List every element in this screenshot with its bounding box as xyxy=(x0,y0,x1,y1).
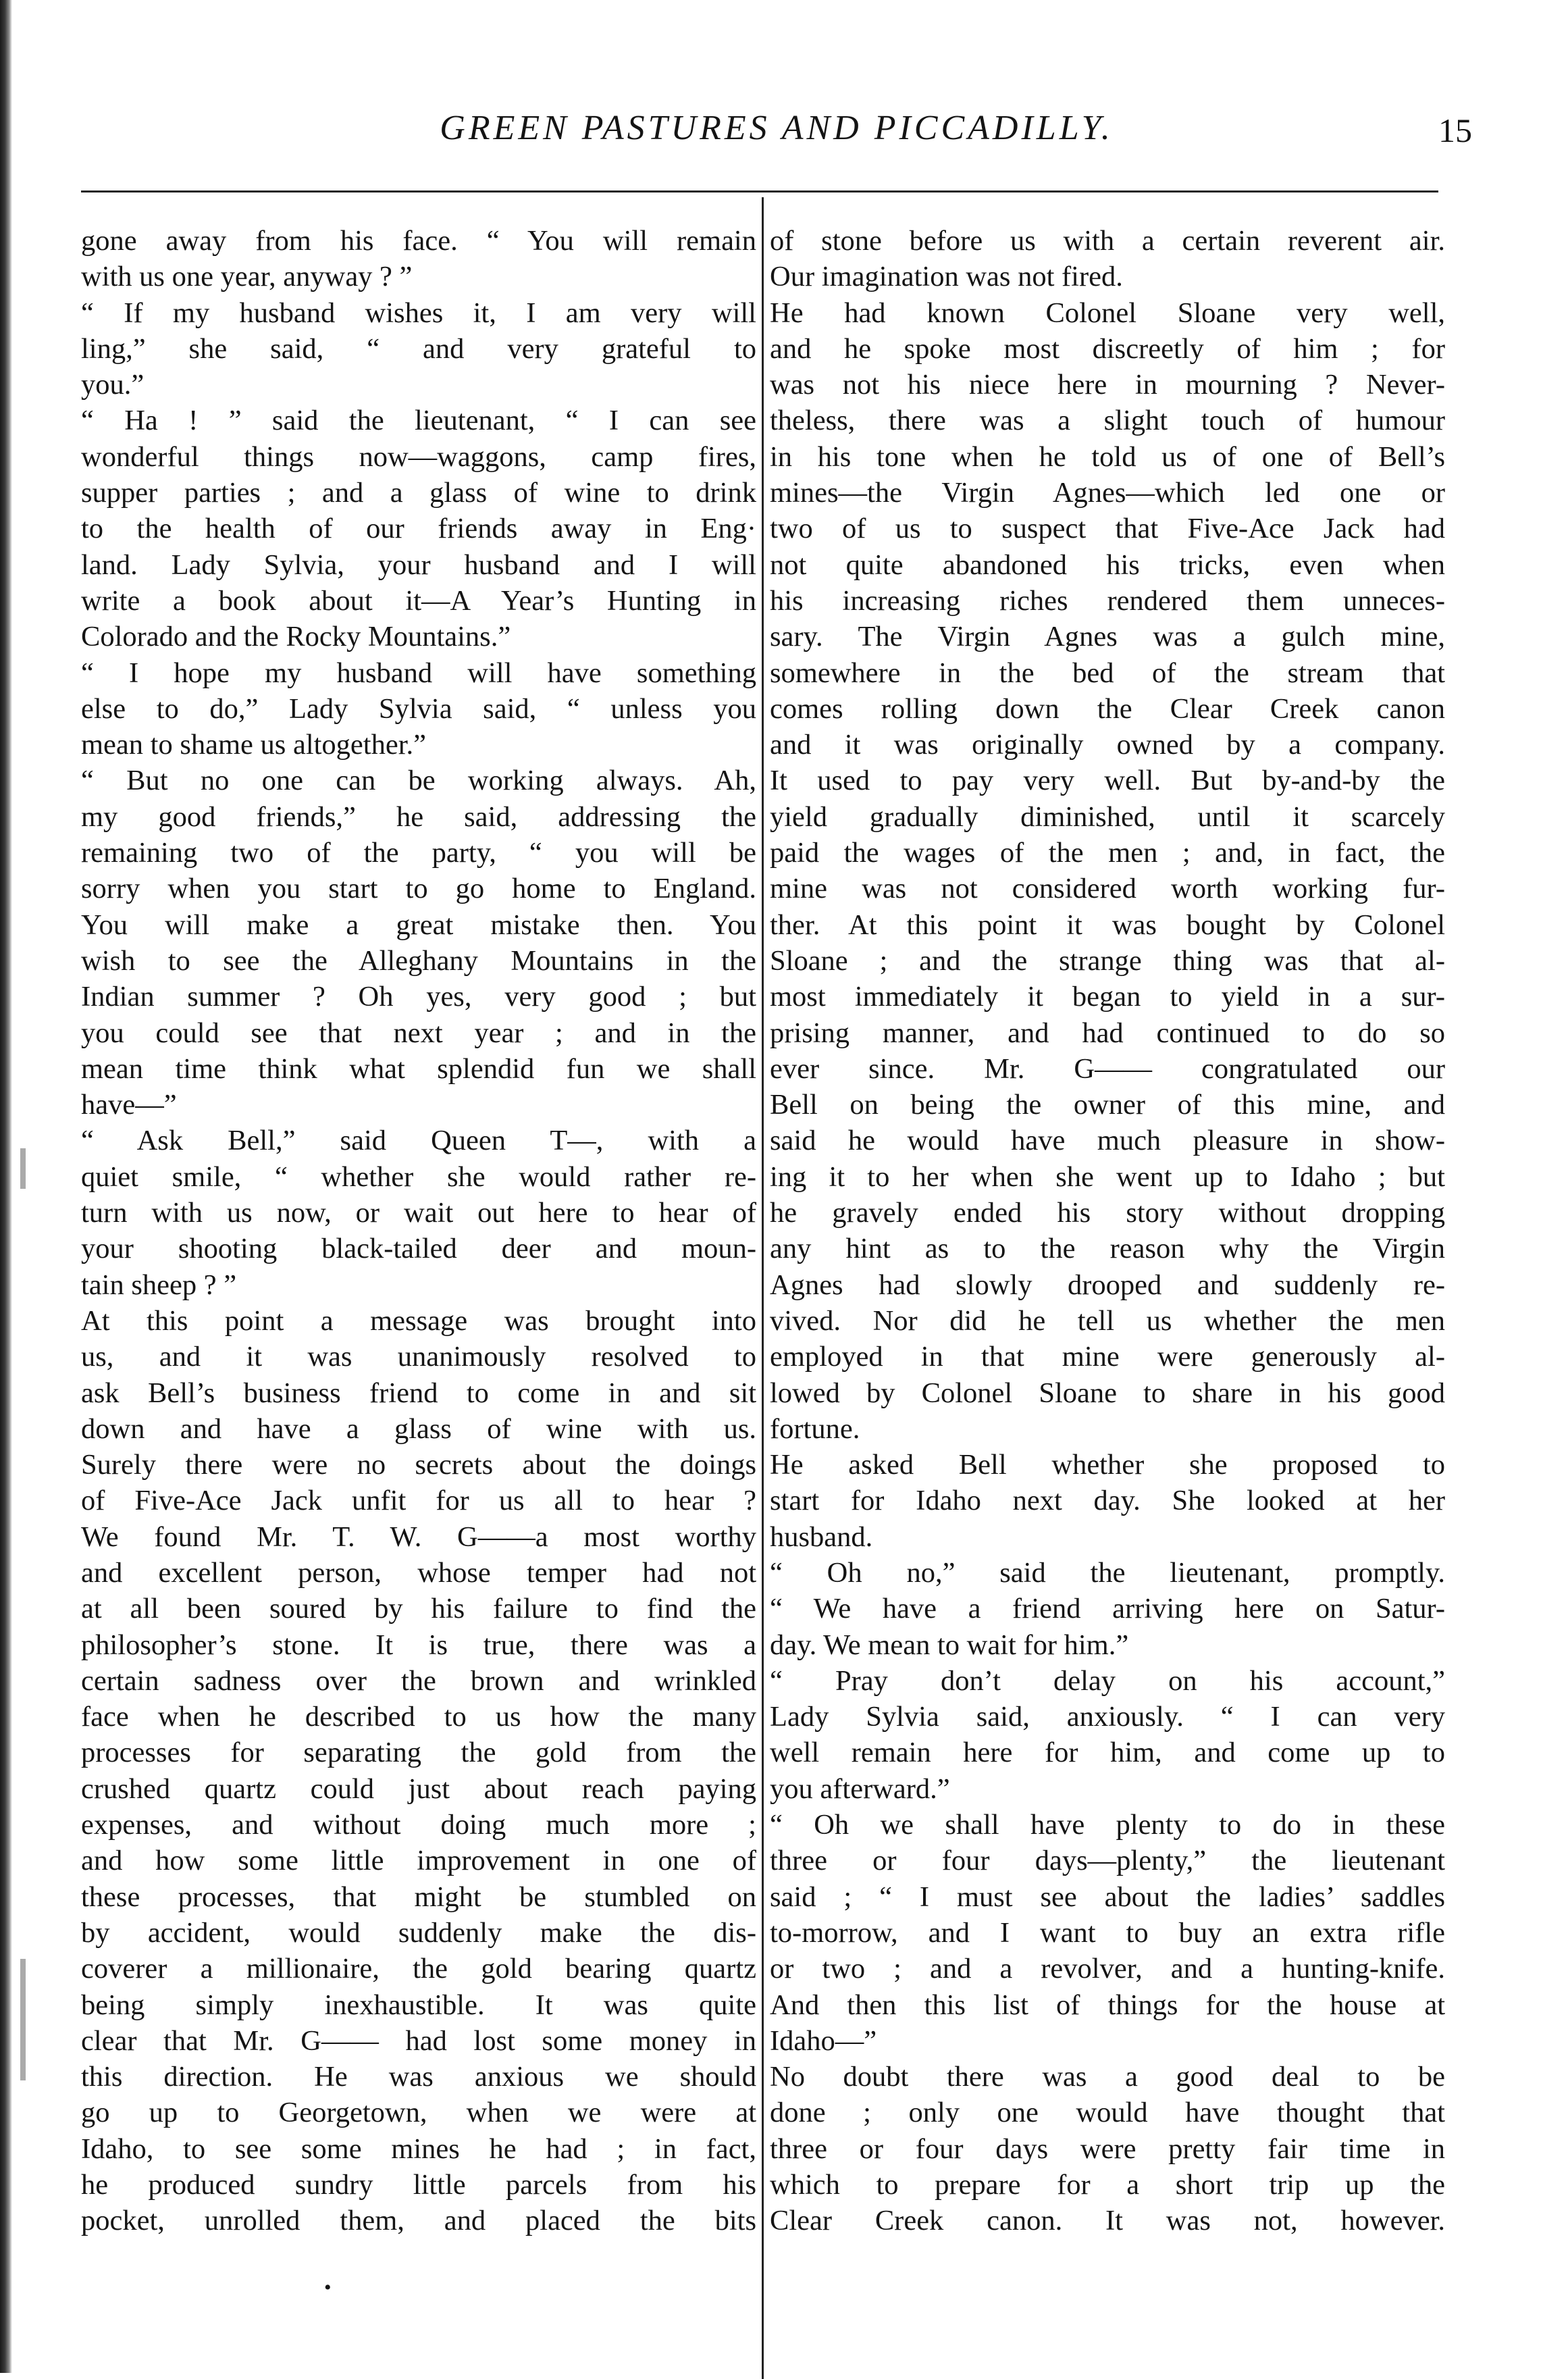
text-line: being simply inexhaustible. It was quite xyxy=(81,1989,756,2021)
text-line: said he would have much pleasure in show- xyxy=(770,1125,1445,1157)
text-line: he gravely ended his story without dropping xyxy=(770,1197,1445,1229)
text-line: to-morrow, and I want to buy an extra rifle xyxy=(770,1916,1445,1949)
right-text-column xyxy=(770,223,1445,2239)
text-line: two of us to suspect that Five-Ace Jack had xyxy=(770,513,1445,545)
text-line: Idaho—” xyxy=(770,2024,877,2057)
text-line: somewhere in the bed of the stream that xyxy=(770,657,1445,689)
text-line: to the health of our friends away in Eng· xyxy=(81,513,756,545)
text-line: and excellent person, whose temper had not xyxy=(81,1556,756,1589)
text-line: prising manner, and had continued to do so xyxy=(770,1017,1445,1049)
text-line: go up to Georgetown, when we were at xyxy=(81,2097,756,2129)
text-line: ther. At this point it was bought by Colonel xyxy=(770,909,1445,941)
text-line: any hint as to the reason why the Virgin xyxy=(770,1233,1445,1265)
text-line: paid the wages of the men ; and, in fact, the xyxy=(770,837,1445,869)
text-line: mines—the Virgin Agnes—which led one or xyxy=(770,477,1445,509)
scan-speck xyxy=(20,1148,26,1189)
text-line: “ We have a friend arriving here on Satur- xyxy=(770,1593,1445,1625)
text-line: He had known Colonel Sloane very well, xyxy=(770,297,1445,329)
text-line: write a book about it—A Year’s Hunting in xyxy=(81,584,756,617)
text-line: with us one year, anyway ? ” xyxy=(81,261,413,293)
text-line: ling,” she said, “ and very grateful to xyxy=(81,332,756,365)
text-line: “ Oh no,” said the lieutenant, promptly. xyxy=(770,1556,1445,1589)
text-line: start for Idaho next day. She looked at her xyxy=(770,1485,1445,1517)
text-line: vived. Nor did he tell us whether the men xyxy=(770,1304,1445,1337)
text-line: of Five-Ace Jack unfit for us all to hear ? xyxy=(81,1485,756,1517)
text-line: ask Bell’s business friend to come in and sit xyxy=(81,1377,756,1409)
text-line: No doubt there was a good deal to be xyxy=(770,2061,1445,2093)
text-line: gone away from his face. “ You will remain xyxy=(81,225,756,257)
text-line: coverer a millionaire, the gold bearing quartz xyxy=(81,1953,756,1985)
text-line: face when he described to us how the many xyxy=(81,1701,756,1733)
text-line: sary. The Virgin Agnes was a gulch mine, xyxy=(770,621,1445,653)
text-line: these processes, that might be stumbled on xyxy=(81,1881,756,1913)
text-line: “ If my husband wishes it, I am very will xyxy=(81,297,756,329)
text-line: “ Pray don’t delay on his account,” xyxy=(770,1664,1445,1697)
text-line: remaining two of the party, “ you will be xyxy=(81,837,756,869)
text-line: “ But no one can be working always. Ah, xyxy=(81,765,756,797)
text-line: which to prepare for a short trip up the xyxy=(770,2169,1445,2201)
text-line: us, and it was unanimously resolved to xyxy=(81,1341,756,1373)
text-line: philosopher’s stone. It is true, there was a xyxy=(81,1629,756,1661)
text-line: employed in that mine were generously al- xyxy=(770,1341,1445,1373)
header-rule xyxy=(81,190,1438,193)
text-line: Clear Creek canon. It was not, however. xyxy=(770,2205,1445,2237)
text-line: and it was originally owned by a company. xyxy=(770,729,1445,761)
text-line: ever since. Mr. G—— congratulated our xyxy=(770,1052,1445,1085)
text-line: turn with us now, or wait out here to hear of xyxy=(81,1197,756,1229)
text-line: At this point a message was brought into xyxy=(81,1304,756,1337)
text-line: and he spoke most discreetly of him ; for xyxy=(770,332,1445,365)
footer-mark: • xyxy=(324,2276,332,2299)
text-line: supper parties ; and a glass of wine to drink xyxy=(81,477,756,509)
text-line: mean to shame us altogether.” xyxy=(81,729,427,761)
text-line: three or four days—plenty,” the lieutenant xyxy=(770,1845,1445,1877)
text-line: land. Lady Sylvia, your husband and I will xyxy=(81,548,756,581)
text-line: you.” xyxy=(81,369,145,401)
text-line: You will make a great mistake then. You xyxy=(81,909,756,941)
text-line: fortune. xyxy=(770,1412,860,1445)
text-line: this direction. He was anxious we should xyxy=(81,2061,756,2093)
text-line: Bell on being the owner of this mine, and xyxy=(770,1089,1445,1121)
text-line: tain sheep ? ” xyxy=(81,1269,237,1301)
text-line: It used to pay very well. But by-and-by the xyxy=(770,765,1445,797)
text-line: not quite abandoned his tricks, even when xyxy=(770,548,1445,581)
text-line: well remain here for him, and come up to xyxy=(770,1737,1445,1769)
text-line: down and have a glass of wine with us. xyxy=(81,1412,756,1445)
text-line: said ; “ I must see about the ladies’ saddles xyxy=(770,1881,1445,1913)
text-line: your shooting black-tailed deer and moun- xyxy=(81,1233,756,1265)
text-line: was not his niece here in mourning ? Never- xyxy=(770,369,1445,401)
text-line: “ Oh we shall have plenty to do in these xyxy=(770,1809,1445,1841)
text-line: Surely there were no secrets about the doings xyxy=(81,1449,756,1481)
book-spine-shadow xyxy=(0,0,12,2373)
text-line: clear that Mr. G—— had lost some money in xyxy=(81,2024,756,2057)
text-line: quiet smile, “ whether she would rather re- xyxy=(81,1160,756,1193)
text-line: He asked Bell whether she proposed to xyxy=(770,1449,1445,1481)
text-line: comes rolling down the Clear Creek canon xyxy=(770,692,1445,725)
text-line: lowed by Colonel Sloane to share in his good xyxy=(770,1377,1445,1409)
text-line: at all been soured by his failure to find the xyxy=(81,1593,756,1625)
text-line: Sloane ; and the strange thing was that al- xyxy=(770,944,1445,977)
text-line: most immediately it began to yield in a sur- xyxy=(770,981,1445,1013)
text-line: wish to see the Alleghany Mountains in the xyxy=(81,944,756,977)
text-line: have—” xyxy=(81,1089,177,1121)
text-line: Colorado and the Rocky Mountains.” xyxy=(81,621,511,653)
text-line: Idaho, to see some mines he had ; in fact, xyxy=(81,2132,756,2165)
text-line: sorry when you start to go home to England. xyxy=(81,873,756,905)
text-line: done ; only one would have thought that xyxy=(770,2097,1445,2129)
text-line: expenses, and without doing much more ; xyxy=(81,1809,756,1841)
text-line: “ Ask Bell,” said Queen T—, with a xyxy=(81,1125,756,1157)
text-line: “ I hope my husband will have something xyxy=(81,657,756,689)
text-line: in his tone when he told us of one of Bell’s xyxy=(770,440,1445,473)
column-divider xyxy=(762,197,764,2379)
text-line: theless, there was a slight touch of humour xyxy=(770,405,1445,437)
text-line: else to do,” Lady Sylvia said, “ unless you xyxy=(81,692,756,725)
text-line: Our imagination was not fired. xyxy=(770,261,1123,293)
text-line: Lady Sylvia said, anxiously. “ I can very xyxy=(770,1701,1445,1733)
text-line: pocket, unrolled them, and placed the bits xyxy=(81,2205,756,2237)
left-text-column xyxy=(81,223,756,2239)
text-line: of stone before us with a certain reverent air. xyxy=(770,225,1445,257)
text-line: and how some little improvement in one of xyxy=(81,1845,756,1877)
text-line: by accident, would suddenly make the dis- xyxy=(81,1916,756,1949)
text-line: my good friends,” he said, addressing the xyxy=(81,800,756,833)
text-line: wonderful things now—waggons, camp fires, xyxy=(81,440,756,473)
text-line: “ Ha ! ” said the lieutenant, “ I can see xyxy=(81,405,756,437)
text-line: you could see that next year ; and in the xyxy=(81,1017,756,1049)
scan-speck xyxy=(20,1959,26,2080)
text-line: processes for separating the gold from the xyxy=(81,1737,756,1769)
text-line: ing it to her when she went up to Idaho ; but xyxy=(770,1160,1445,1193)
running-title: GREEN PASTURES AND PICCADILLY. xyxy=(440,109,1114,147)
text-line: Indian summer ? Oh yes, very good ; but xyxy=(81,981,756,1013)
page-header xyxy=(81,108,1472,162)
text-line: his increasing riches rendered them unneces- xyxy=(770,584,1445,617)
text-line: he produced sundry little parcels from his xyxy=(81,2169,756,2201)
text-line: crushed quartz could just about reach paying xyxy=(81,1772,756,1805)
text-line: day. We mean to wait for him.” xyxy=(770,1629,1129,1661)
text-line: three or four days were pretty fair time in xyxy=(770,2132,1445,2165)
text-line: or two ; and a revolver, and a hunting-knife. xyxy=(770,1953,1445,1985)
text-line: husband. xyxy=(770,1520,873,1553)
text-line: mean time think what splendid fun we shall xyxy=(81,1052,756,1085)
text-line: mine was not considered worth working fur- xyxy=(770,873,1445,905)
text-line: We found Mr. T. W. G——a most worthy xyxy=(81,1520,756,1553)
text-line: you afterward.” xyxy=(770,1772,950,1805)
text-line: Agnes had slowly drooped and suddenly re- xyxy=(770,1269,1445,1301)
text-line: And then this list of things for the house at xyxy=(770,1989,1445,2021)
page-number: 15 xyxy=(1438,111,1472,149)
text-line: certain sadness over the brown and wrinkled xyxy=(81,1664,756,1697)
text-line: yield gradually diminished, until it scarcely xyxy=(770,800,1445,833)
